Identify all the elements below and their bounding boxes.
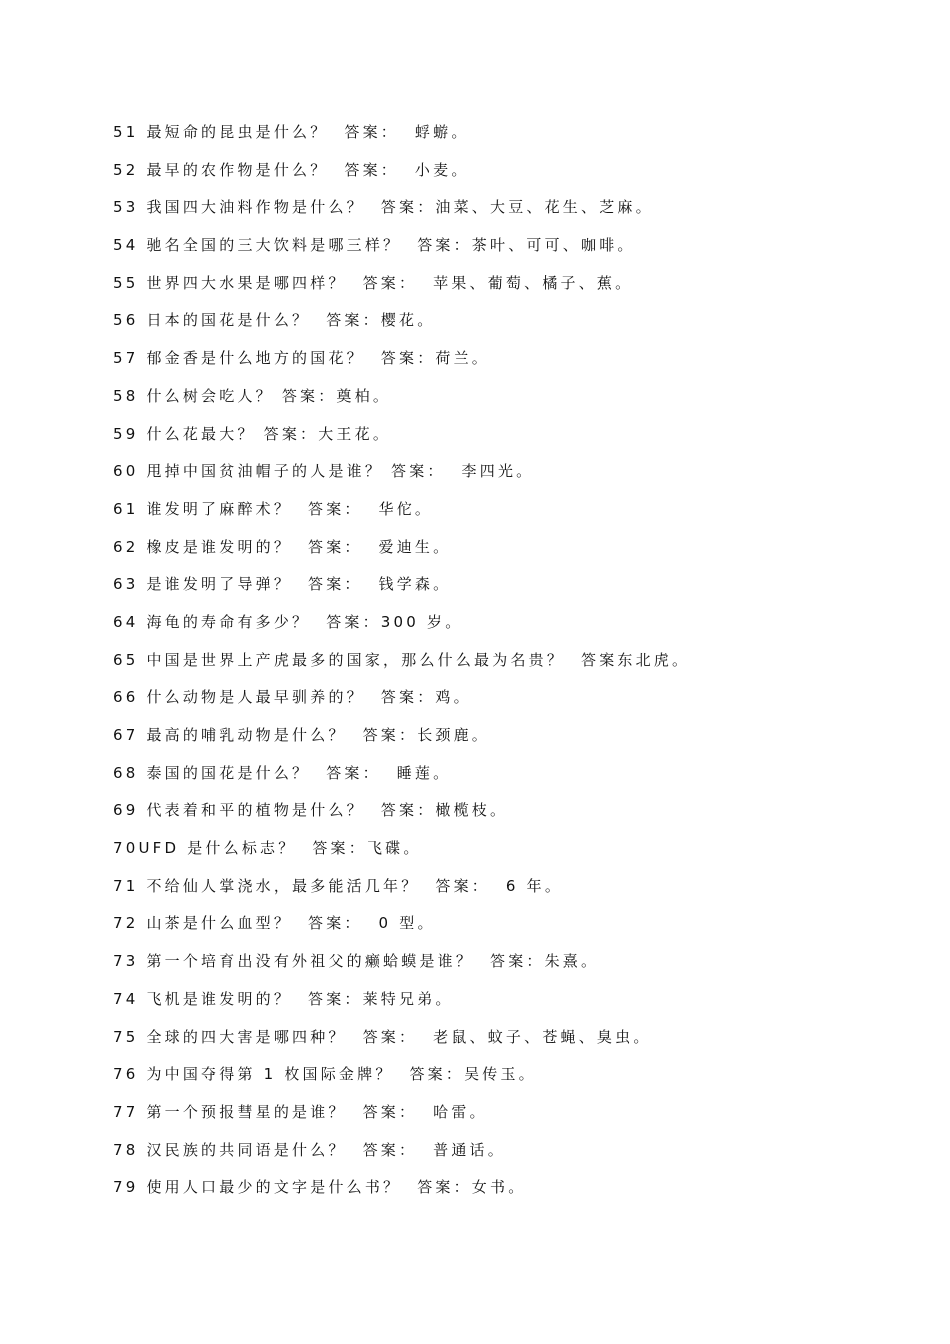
qa-line-69: 69 代表着和平的植物是什么？ 答案：橄榄枝。 — [113, 801, 509, 820]
qa-line-59: 59 什么花最大？ 答案：大王花。 — [113, 424, 392, 443]
qa-line-54: 54 驰名全国的三大饮料是哪三样？ 答案：茶叶、可可、咖啡。 — [113, 236, 636, 255]
qa-line-64: 64 海龟的寿命有多少？ 答案：300 岁。 — [113, 612, 464, 631]
qa-line-55: 55 世界四大水果是哪四样？ 答案： 苹果、葡萄、橘子、蕉。 — [113, 273, 634, 292]
qa-line-71: 71 不给仙人掌浇水，最多能活几年？ 答案： 6 年。 — [113, 876, 564, 895]
qa-list — [113, 118, 893, 1211]
qa-line-52: 52 最早的农作物是什么？ 答案： 小麦。 — [113, 160, 470, 179]
qa-line-66: 66 什么动物是人最早驯养的？ 答案：鸡。 — [113, 688, 472, 707]
qa-line-76: 76 为中国夺得第 1 枚国际金牌？ 答案：吴传玉。 — [113, 1065, 537, 1084]
qa-line-74: 74 飞机是谁发明的？ 答案：莱特兄弟。 — [113, 989, 454, 1008]
qa-line-56: 56 日本的国花是什么？ 答案：樱花。 — [113, 311, 436, 330]
qa-line-62: 62 橡皮是谁发明的？ 答案： 爱迪生。 — [113, 537, 452, 556]
qa-line-65: 65 中国是世界上产虎最多的国家，那么什么最为名贵？ 答案东北虎。 — [113, 650, 691, 669]
qa-line-75: 75 全球的四大害是哪四种？ 答案： 老鼠、蚊子、苍蝇、臭虫。 — [113, 1027, 652, 1046]
qa-line-73: 73 第一个培育出没有外祖父的癞蛤蟆是谁？ 答案：朱熹。 — [113, 952, 600, 971]
qa-line-68: 68 泰国的国花是什么？ 答案： 睡莲。 — [113, 763, 452, 782]
qa-line-63: 63 是谁发明了导弹？ 答案： 钱学森。 — [113, 575, 452, 594]
qa-line-78: 78 汉民族的共同语是什么？ 答案： 普通话。 — [113, 1140, 506, 1159]
qa-line-60: 60 甩掉中国贫油帽子的人是谁？ 答案： 李四光。 — [113, 462, 535, 481]
qa-line-51: 51 最短命的昆虫是什么？ 答案： 蜉蝣。 — [113, 123, 470, 141]
qa-line-53: 53 我国四大油料作物是什么？ 答案：油菜、大豆、花生、芝麻。 — [113, 198, 654, 217]
qa-line-77: 77 第一个预报彗星的是谁？ 答案： 哈雷。 — [113, 1102, 488, 1121]
qa-line-61: 61 谁发明了麻醉术？ 答案： 华佗。 — [113, 499, 434, 518]
qa-line-57: 57 郁金香是什么地方的国花？ 答案：荷兰。 — [113, 349, 490, 368]
qa-line-79: 79 使用人口最少的文字是什么书？ 答案：女书。 — [113, 1178, 527, 1197]
qa-line-70: 70UFD 是什么标志？ 答案：飞碟。 — [113, 839, 422, 858]
qa-line-58: 58 什么树会吃人？ 答案：奠柏。 — [113, 386, 392, 405]
qa-line-67: 67 最高的哺乳动物是什么？ 答案：长颈鹿。 — [113, 726, 490, 744]
qa-line-72: 72 山茶是什么血型？ 答案： 0 型。 — [113, 914, 436, 933]
